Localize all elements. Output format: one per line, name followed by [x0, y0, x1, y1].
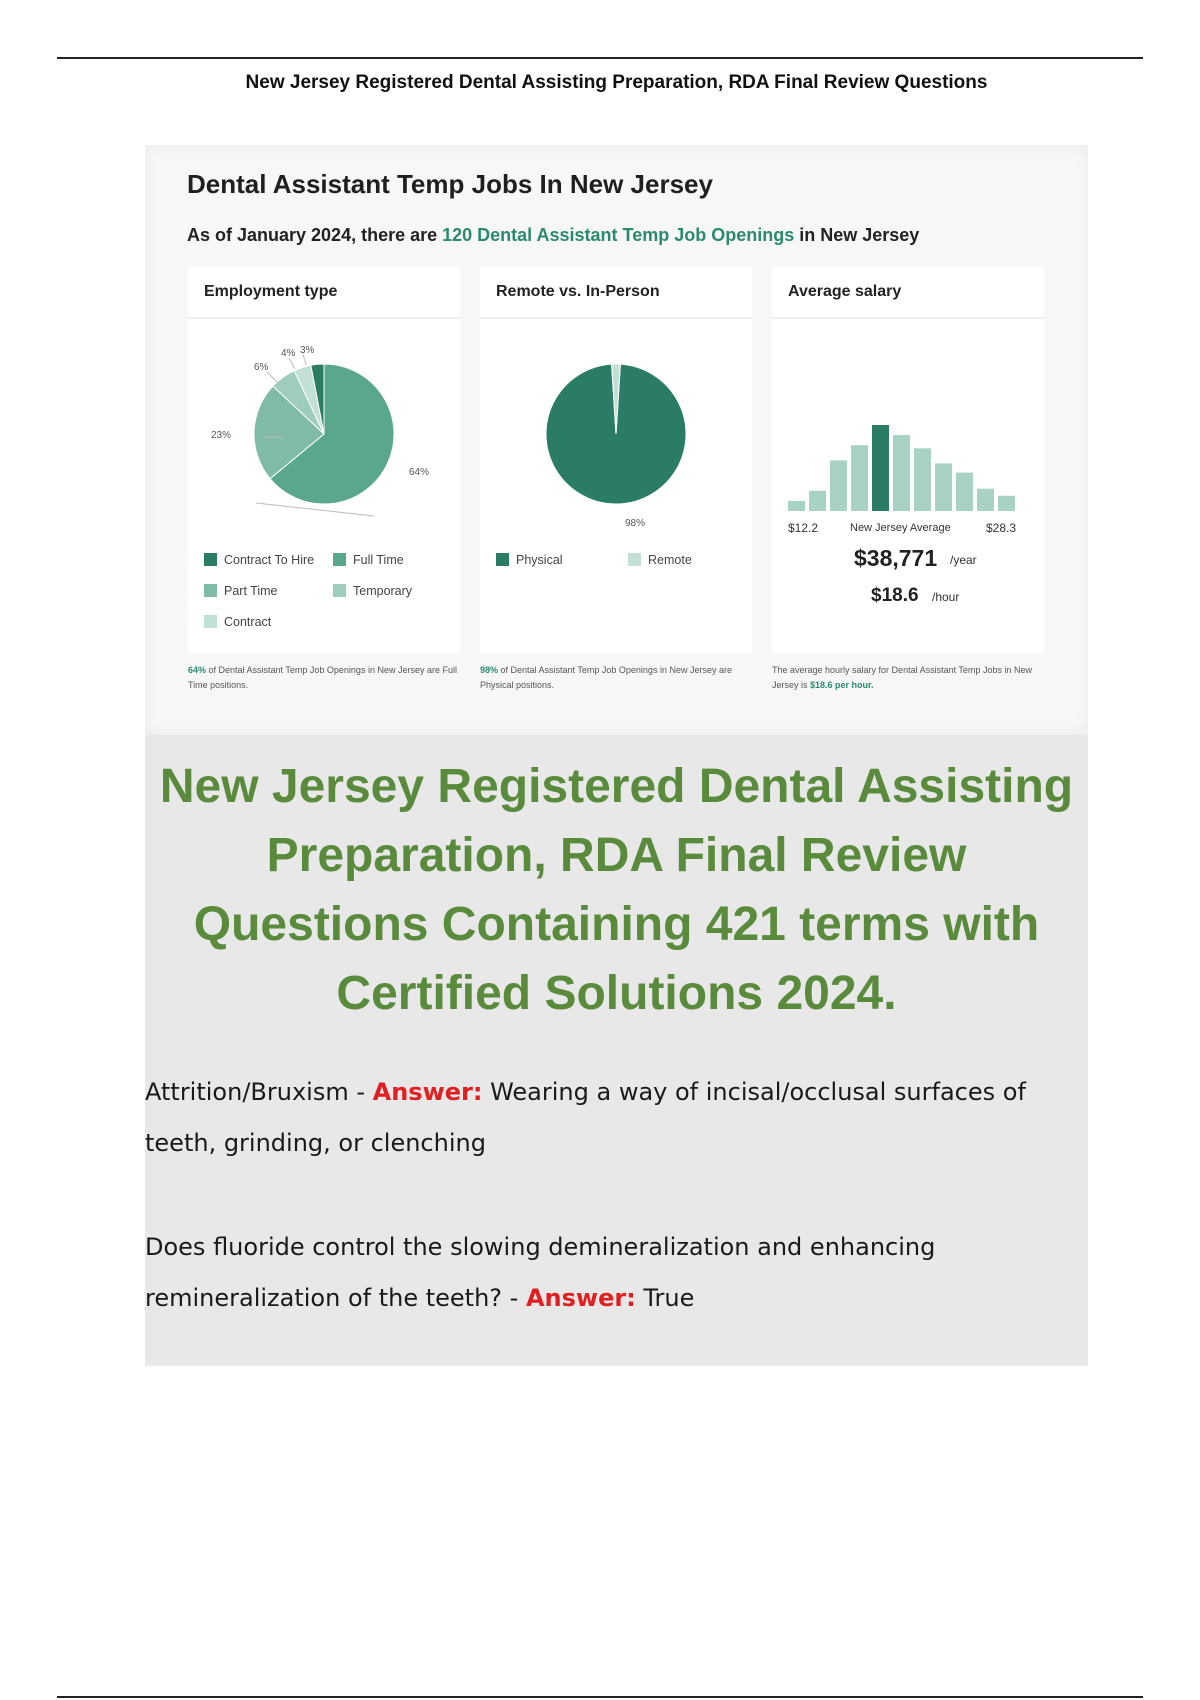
pie-label-4pct: 4% — [281, 348, 296, 359]
remote-caption — [480, 663, 752, 693]
salary-hourly-unit: /hour — [932, 590, 960, 604]
salary-hourly-value: $18.6 — [871, 585, 919, 606]
pie-label-23pct: 23% — [211, 430, 232, 441]
caption-highlight: 98% — [480, 665, 499, 675]
qa-answer: Wearing a way of incisal/occlusal surfaces of teeth, grinding, or clenching — [145, 1078, 1026, 1157]
salary-yearly-value: $38,771 — [854, 545, 938, 571]
legend-label: Contract To Hire — [224, 553, 315, 567]
salary-caption — [772, 663, 1044, 693]
salary-bar — [809, 491, 826, 511]
salary-bar — [935, 463, 952, 511]
legend-contract — [204, 615, 271, 629]
employment-panel-title: Employment type — [188, 267, 460, 319]
salary-bar — [956, 473, 973, 511]
salary-bar — [830, 460, 847, 511]
legend-swatch — [204, 615, 217, 628]
salary-panel — [772, 267, 1044, 653]
legend-remote — [628, 553, 692, 567]
salary-average-tick: New Jersey Average — [850, 522, 951, 534]
qa-item-2 — [145, 1222, 1088, 1324]
legend-swatch — [628, 553, 641, 566]
pie-label-3pct: 3% — [300, 345, 315, 356]
salary-bar — [998, 496, 1015, 511]
subtitle-prefix: As of January 2024, there are — [187, 225, 443, 245]
salary-bar — [893, 435, 910, 511]
subtitle-highlight: 120 Dental Assistant Temp Job Openings — [442, 225, 795, 245]
legend-swatch — [204, 553, 217, 566]
remote-panel-title: Remote vs. In-Person — [480, 267, 752, 319]
salary-bar — [851, 445, 868, 511]
legend-swatch — [204, 584, 217, 597]
caption-text: of Dental Assistant Temp Job Openings in New Jersey are Physical positions. — [480, 665, 732, 690]
page-header-title: New Jersey Registered Dental Assisting Preparation, RDA Final Review Questions — [245, 72, 988, 93]
salary-yearly-unit: /year — [950, 553, 977, 567]
salary-panel-title: Average salary — [772, 267, 1044, 319]
pie-leader-line — [256, 503, 374, 516]
salary-bar — [914, 448, 931, 511]
legend-swatch — [333, 553, 346, 566]
legend-label: Part Time — [224, 584, 278, 598]
legend-label: Physical — [516, 553, 563, 567]
salary-bar — [872, 425, 889, 511]
infographic-subtitle — [187, 225, 919, 246]
footer-rule — [57, 1696, 1143, 1698]
qa-answer-label: Answer: — [525, 1284, 636, 1312]
legend-label: Remote — [648, 553, 692, 567]
employment-type-panel — [188, 267, 460, 653]
jobs-infographic — [145, 145, 1088, 735]
legend-swatch — [333, 584, 346, 597]
salary-max-tick: $28.3 — [986, 521, 1017, 535]
employment-pie-chart — [188, 319, 460, 653]
legend-physical — [496, 553, 563, 567]
qa-answer: True — [635, 1284, 695, 1312]
salary-bar — [977, 489, 994, 511]
legend-temporary — [333, 584, 412, 598]
qa-question: Attrition/Bruxism - — [145, 1078, 373, 1106]
salary-bar — [788, 501, 805, 511]
pie-label-6pct: 6% — [254, 362, 269, 373]
legend-swatch — [496, 553, 509, 566]
caption-text: of Dental Assistant Temp Job Openings in New Jersey are Full Time positions. — [188, 665, 457, 690]
caption-highlight: $18.6 per hour. — [810, 680, 874, 690]
caption-text: The average hourly salary for Dental Assistant Temp Jobs in New Jersey is — [772, 665, 1032, 690]
legend-label: Temporary — [353, 584, 413, 598]
qa-answer-label: Answer: — [372, 1078, 483, 1106]
pie-leader-line — [289, 358, 295, 369]
infographic-title: Dental Assistant Temp Jobs In New Jersey — [187, 169, 713, 199]
qa-item-1 — [145, 1067, 1088, 1169]
legend-label: Full Time — [353, 553, 404, 567]
qa-question: Does fluoride control the slowing demineralization and enhancing remineralization of the teeth? - — [145, 1233, 936, 1312]
legend-contract-to-hire — [204, 553, 314, 567]
caption-highlight: 64% — [188, 665, 207, 675]
remote-pie-chart — [480, 319, 752, 653]
document-heading: New Jersey Registered Dental Assisting Preparation, RDA Final Review Questions Containing 421 terms with Certified Solutions 2024. — [159, 760, 1074, 1020]
legend-label: Contract — [224, 615, 272, 629]
header-rule — [57, 57, 1143, 59]
pie-label-98pct: 98% — [625, 518, 646, 529]
pie-leader-line — [267, 372, 278, 383]
legend-part-time — [204, 584, 278, 598]
salary-min-tick: $12.2 — [788, 521, 819, 535]
remote-panel — [480, 267, 752, 653]
pie-label-64pct: 64% — [409, 467, 430, 478]
subtitle-suffix: in New Jersey — [794, 225, 920, 245]
employment-caption — [188, 663, 460, 693]
legend-full-time — [333, 553, 404, 567]
